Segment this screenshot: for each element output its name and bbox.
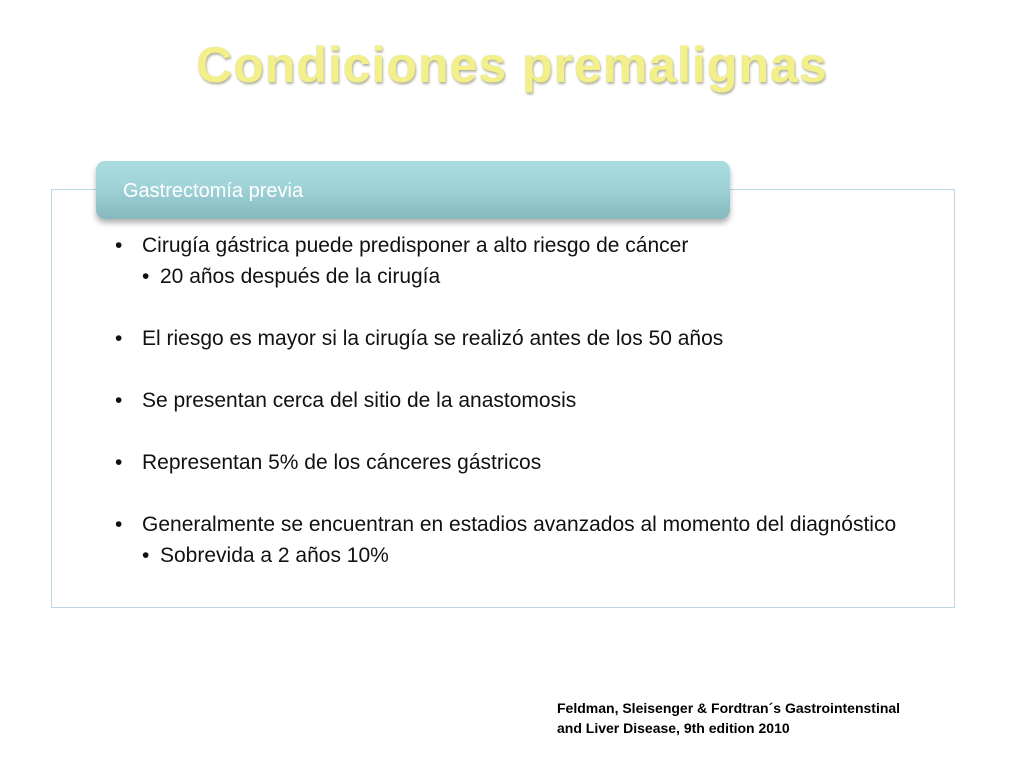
reference-citation — [557, 698, 997, 738]
bullet-dot-icon: • — [115, 451, 123, 474]
section-header-tab — [96, 161, 730, 219]
bullet-text: Cirugía gástrica puede predisponer a alto riesgo de cáncer — [142, 234, 689, 257]
bullet-item — [115, 326, 915, 351]
sub-bullet-text: 20 años después de la cirugía — [160, 265, 441, 288]
reference-line-1: Feldman, Sleisenger & Fordtran´s Gastrointenstinal — [557, 700, 901, 716]
bullet-item — [115, 512, 915, 568]
slide-title: Condiciones premalignas — [196, 37, 828, 93]
bullet-item — [115, 450, 915, 475]
sub-bullet-item — [142, 543, 915, 568]
section-header-label: Gastrectomía previa — [123, 180, 304, 202]
bullet-dot-icon: • — [115, 389, 123, 412]
bullet-text: Representan 5% de los cánceres gástricos — [142, 451, 542, 474]
bullet-text: Se presentan cerca del sitio de la anastomosis — [142, 389, 577, 412]
sub-bullet-list — [142, 264, 915, 289]
sub-bullet-item — [142, 264, 915, 289]
bullet-list — [115, 233, 915, 605]
sub-bullet-text: Sobrevida a 2 años 10% — [160, 544, 389, 567]
bullet-text: El riesgo es mayor si la cirugía se realizó antes de los 50 años — [142, 327, 724, 350]
reference-line-2: and Liver Disease, 9th edition 2010 — [557, 720, 790, 736]
sub-bullet-list — [142, 543, 915, 568]
bullet-item — [115, 233, 915, 289]
bullet-dot-icon: • — [115, 513, 123, 536]
bullet-text: Generalmente se encuentran en estadios avanzados al momento del diagnóstico — [142, 513, 897, 536]
bullet-dot-icon: • — [115, 327, 123, 350]
bullet-dot-icon: • — [142, 544, 150, 567]
bullet-item — [115, 388, 915, 413]
bullet-dot-icon: • — [115, 234, 123, 257]
bullet-dot-icon: • — [142, 265, 150, 288]
